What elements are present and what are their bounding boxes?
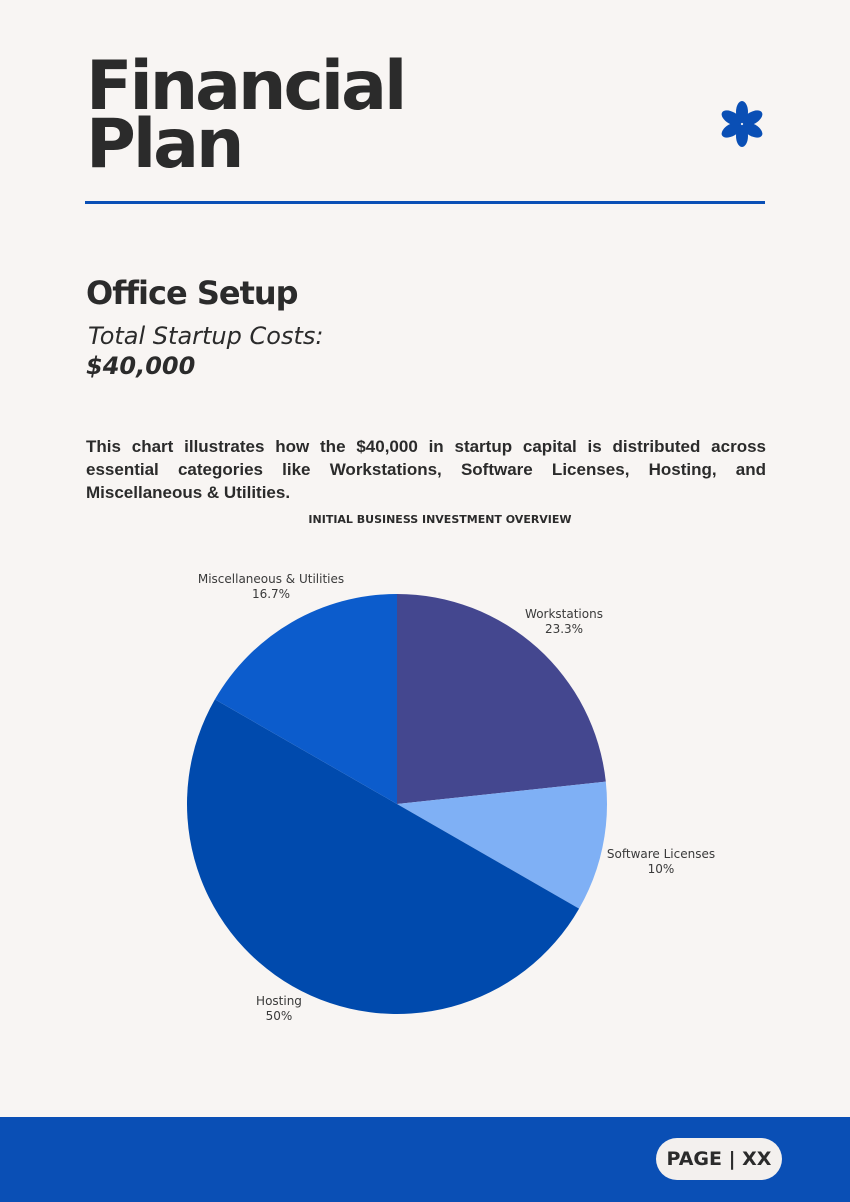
pie-chart <box>0 500 850 1060</box>
section-title: Office Setup <box>86 274 298 312</box>
slice-percent-label: 50% <box>265 1009 293 1023</box>
title-line-2: Plan <box>86 105 242 184</box>
section-subtitle: Total Startup Costs: <box>88 322 324 350</box>
slice-label: Workstations <box>525 607 603 621</box>
slice-percent-label: 10% <box>647 862 675 876</box>
slice-label: Miscellaneous & Utilities <box>197 572 345 586</box>
section-description: This chart illustrates how the $40,000 in startup capital is distributed across essential categories like Workstations, Software Licenses, Hosting, and Miscellaneous & Utilities. <box>86 437 766 502</box>
slice-label: Software Licenses <box>606 847 716 861</box>
page-title <box>86 47 405 184</box>
page-number-badge: PAGE | XX <box>656 1138 782 1180</box>
slice-percent-label: 16.7% <box>251 587 291 601</box>
asterisk-flower-icon <box>718 100 766 148</box>
total-amount: $40,000 <box>86 352 196 380</box>
slice-label: Hosting <box>256 994 302 1008</box>
header-divider <box>85 201 765 204</box>
chart-title: INITIAL BUSINESS INVESTMENT OVERVIEW <box>308 513 572 526</box>
slice-percent-label: 23.3% <box>544 622 584 636</box>
title-line-1: Financial <box>86 47 405 126</box>
